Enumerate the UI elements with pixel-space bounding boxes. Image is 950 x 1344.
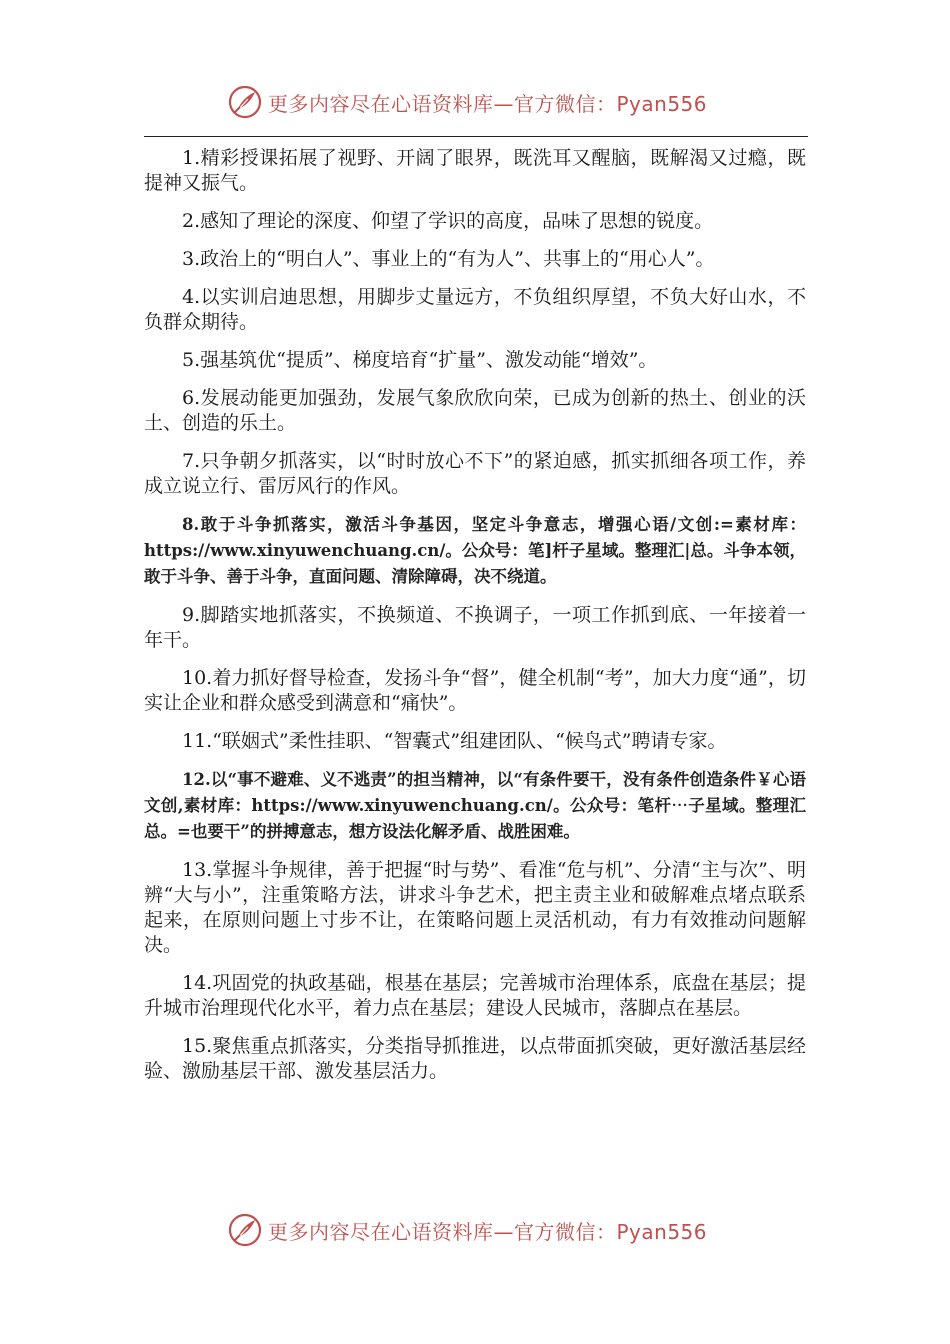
list-item: 8.敢于斗争抓落实，激活斗争基因，坚定斗争意志，增强心语/文创:=素材库：https://www.xinyuwenchuang.cn/。公众号：笔]杆子星域。整理汇|总。斗争本领，敢于斗争、善于斗争，直面问题、清除障碍，决不绕道。	[144, 515, 806, 586]
list-item: 3.政治上的“明白人”、事业上的“有为人”、共事上的“用心人”。	[182, 248, 715, 270]
list-item: 11.“联姻式”柔性挂职、“智囊式”组建团队、“候鸟式”聘请专家。	[182, 730, 727, 752]
header-banner	[228, 82, 707, 122]
list-item: 12.以“事不避难、义不逃责”的担当精神，以“有条件要干，没有条件创造条件￥心语文创,素材库：https://www.xinyuwenchuang.cn/。公众号：笔杆⋯子星域。整理汇总。=也要干”的拼搏意志，想方设法化解矛盾、战胜困难。	[144, 770, 806, 841]
footer-banner-text: 更多内容尽在心语资料库—官方微信：Pyan556	[268, 1219, 708, 1244]
list-item: 10.着力抓好督导检查，发扬斗争“督”，健全机制“考”，加大力度“通”，切实让企业和群众感受到满意和“痛快”。	[144, 667, 806, 714]
header-banner-text: 更多内容尽在心语资料库—官方微信：Pyan556	[268, 91, 708, 116]
header-divider	[144, 136, 808, 137]
feather-pen-logo-icon	[228, 1213, 262, 1247]
list-item: 2.感知了理论的深度、仰望了学识的高度，品味了思想的锐度。	[182, 210, 714, 232]
list-item: 4.以实训启迪思想，用脚步丈量远方，不负组织厚望，不负大好山水，不负群众期待。	[144, 286, 806, 333]
document-body	[144, 146, 806, 1097]
list-item: 15.聚焦重点抓落实，分类指导抓推进，以点带面抓突破，更好激活基层经验、激励基层干部、激发基层活力。	[144, 1035, 806, 1082]
list-item: 6.发展动能更加强劲，发展气象欣欣向荣，已成为创新的热土、创业的沃土、创造的乐土。	[144, 387, 806, 434]
list-item: 9.脚踏实地抓落实，不换频道、不换调子，一项工作抓到底、一年接着一年干。	[144, 604, 806, 651]
list-item: 1.精彩授课拓展了视野、开阔了眼界，既洗耳又醒脑，既解渴又过瘾，既提神又振气。	[144, 147, 806, 194]
list-item: 14.巩固党的执政基础，根基在基层；完善城市治理体系，底盘在基层；提升城市治理现代化水平，着力点在基层；建设人民城市，落脚点在基层。	[144, 972, 806, 1019]
list-item: 7.只争朝夕抓落实，以“时时放心不下”的紧迫感，抓实抓细各项工作，养成立说立行、雷厉风行的作风。	[144, 450, 806, 497]
feather-pen-logo-icon	[228, 85, 262, 119]
footer-banner	[228, 1210, 707, 1250]
list-item: 13.掌握斗争规律，善于把握“时与势”、看准“危与机”、分清“主与次”、明辨“大与小”，注重策略方法，讲求斗争艺术，把主责主业和破解难点堵点联系起来，在原则问题上寸步不让，在策略问题上灵活机动，有力有效推动问题解决。	[144, 859, 806, 956]
list-item: 5.强基筑优“提质”、梯度培育“扩量”、激发动能“增效”。	[182, 349, 658, 371]
